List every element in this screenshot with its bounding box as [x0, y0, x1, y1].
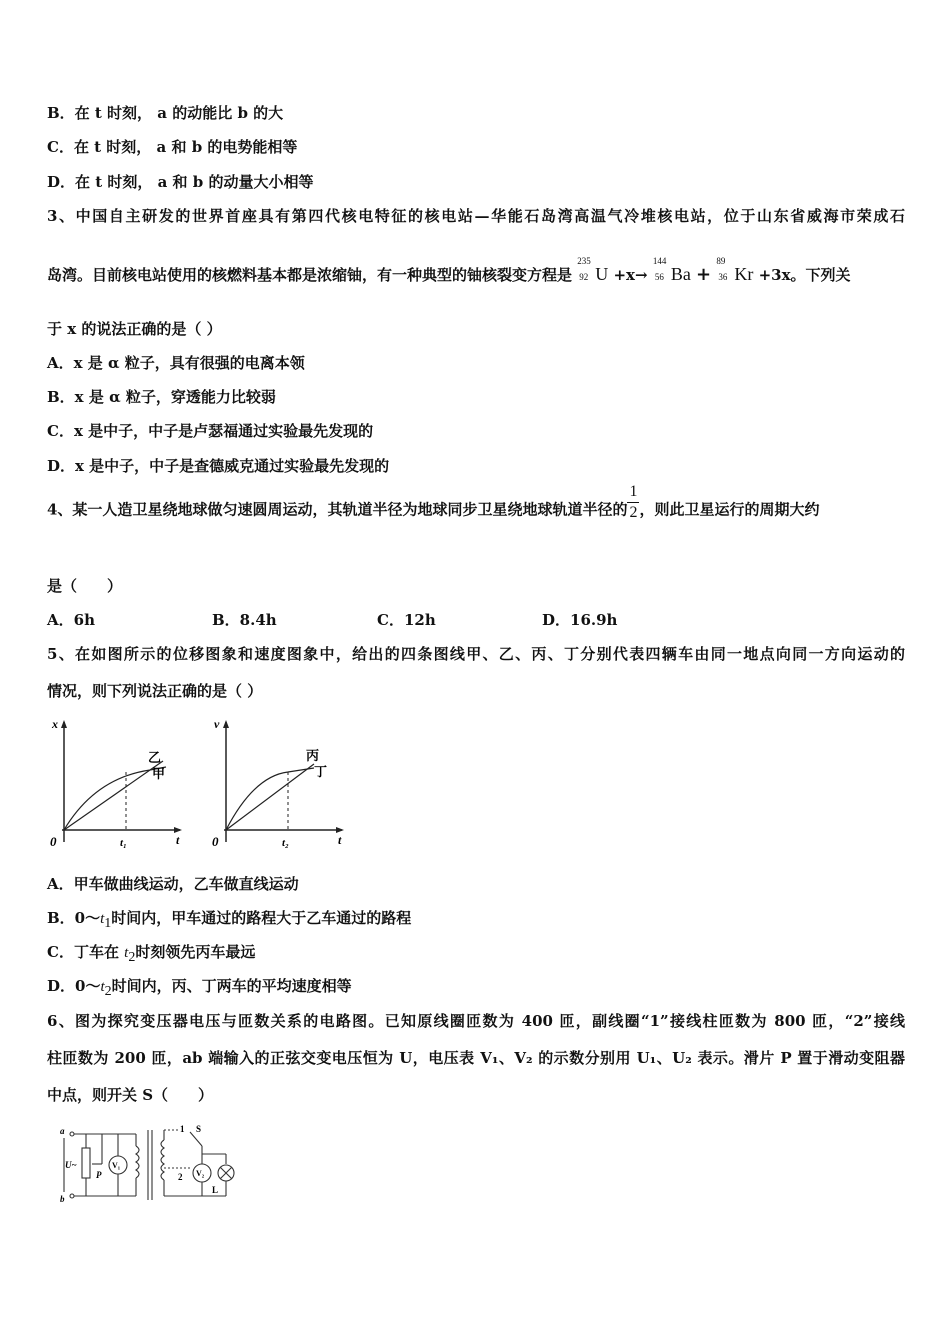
label-terminal-1: 1 — [180, 1124, 185, 1134]
graph2-label-bing: 丙 — [306, 748, 320, 763]
krypton-nuclide: 89 36 Kr — [716, 256, 754, 284]
label-u: U~ — [65, 1160, 77, 1170]
plus-x-arrow: +x→ — [613, 266, 648, 284]
q4-options — [47, 609, 707, 630]
q4-option-d: D．16.9h — [542, 611, 618, 629]
q3-stem-tail: +3x。下列关 — [758, 266, 851, 284]
label-p: P — [96, 1170, 102, 1180]
terminal-a — [70, 1132, 74, 1136]
plus-sign: + — [696, 264, 712, 285]
q3-option-a: A．x 是 α 粒子，具有很强的电离本领 — [47, 354, 305, 372]
q4-stem-post: ，则此卫星运行的周期大约 — [639, 500, 820, 519]
q5-option-b: B．$0\sim t_1$时间内，甲车通过的路程大于乙车通过的路程 — [47, 909, 412, 931]
q4-option-a: A．6h — [47, 611, 95, 629]
primary-coil — [136, 1146, 139, 1178]
graph1-y-label: x — [52, 717, 58, 731]
graph2-label-ding: 丁 — [314, 764, 328, 779]
q5-option-d: D．$0\sim t_2$时间内，丙、丁两车的平均速度相等 — [47, 977, 352, 999]
graph1-y-arrow — [61, 720, 67, 728]
q3-stem-line1: 3、中国自主研发的世界首座具有第四代核电特征的核电站—华能石岛湾高温气冷堆核电站，位于山东省威海市荣成石 — [47, 207, 905, 225]
q5-option-c: C．丁车在 $t_2$时刻领先丙车最远 — [47, 943, 256, 965]
option-d-prev: D．在 t 时刻， a 和 b 的动量大小相等 — [47, 173, 314, 191]
q6-stem-line1: 6、图为探究变压器电压与匝数关系的电路图。已知原线圈匝数为 400 匝，副线圈“1”接线柱匝数为 800 匝，“2”接线 — [47, 1012, 905, 1030]
terminal-b — [70, 1194, 74, 1198]
label-b: b — [60, 1194, 65, 1204]
graph2-y-label: v — [214, 717, 220, 731]
label-v1: V₁ — [112, 1161, 121, 1170]
graph2-origin: 0 — [212, 834, 219, 849]
displacement-time-graph — [40, 712, 190, 857]
secondary-coil — [161, 1140, 164, 1180]
transformer-circuit-diagram — [56, 1120, 236, 1208]
fraction-one-half: $\frac{1}{2}$ — [629, 483, 638, 521]
q3-option-d: D．x 是中子，中子是查德威克通过实验最先发现的 — [47, 457, 390, 475]
q4-stem-line1 — [47, 483, 905, 531]
label-terminal-2: 2 — [178, 1172, 183, 1182]
q5-stem-line2: 情况，则下列说法正确的是（ ） — [47, 682, 263, 700]
q3-stem-line3: 于 x 的说法正确的是（ ） — [47, 320, 222, 338]
q6-stem-line3: 中点，则开关 S（ ） — [47, 1086, 214, 1104]
q4-option-b: B．8.4h — [212, 611, 277, 629]
graph1-curve-jia — [64, 767, 166, 830]
q5-stem-line1: 5、在如图所示的位移图象和速度图象中，给出的四条图线甲、乙、丙、丁分别代表四辆车由同一地点向同一方向运动的 — [47, 645, 905, 663]
barium-nuclide: 144 56 Ba — [652, 256, 691, 284]
q3-stem-line2 — [47, 256, 905, 285]
q4-option-c: C．12h — [377, 611, 436, 629]
label-a: a — [60, 1126, 65, 1136]
switch-s — [190, 1132, 202, 1146]
option-b-prev: B．在 t 时刻， a 的动能比 b 的大 — [47, 104, 284, 122]
uranium-nuclide: 235 92 U — [577, 256, 609, 284]
option-c-prev: C．在 t 时刻， a 和 b 的电势能相等 — [47, 138, 298, 156]
rheostat — [82, 1148, 90, 1178]
label-l: L — [212, 1185, 219, 1195]
q3-stem-text: 岛湾。目前核电站使用的核燃料基本都是浓缩铀，有一种典型的铀核裂变方程是 — [47, 266, 573, 284]
graph1-x-label: t — [176, 833, 180, 847]
q4-stem-text: 4、某一人造卫星绕地球做匀速圆周运动，其轨道半径为地球同步卫星绕地球轨道半径的 — [47, 500, 628, 519]
graph1-tick-t1: t₁ — [120, 837, 127, 849]
graph1-origin: 0 — [50, 834, 57, 849]
graph2-tick-t2: t₂ — [282, 837, 289, 849]
graph1-label-yi: 乙 — [148, 750, 162, 765]
label-s: S — [196, 1124, 202, 1134]
velocity-time-graph — [202, 712, 352, 857]
label-v2: V₂ — [196, 1169, 205, 1178]
q4-stem-line2: 是（ ） — [47, 577, 123, 595]
graph2-y-arrow — [223, 720, 229, 728]
q3-option-c: C．x 是中子，中子是卢瑟福通过实验最先发现的 — [47, 422, 374, 440]
graph2-x-label: t — [338, 833, 342, 847]
graph1-label-jia: 甲 — [152, 766, 166, 781]
q3-option-b: B．x 是 α 粒子，穿透能力比较弱 — [47, 388, 276, 406]
graph1-line-yi — [64, 770, 150, 830]
q6-stem-line2: 柱匝数为 200 匝，ab 端输入的正弦交变电压恒为 U，电压表 V₁、V₂ 的示数分别用 U₁、U₂ 表示。滑片 P 置于滑动变阻器 — [47, 1049, 905, 1067]
graph2-line-bing — [226, 764, 314, 830]
q5-option-a: A．甲车做曲线运动，乙车做直线运动 — [47, 875, 299, 893]
